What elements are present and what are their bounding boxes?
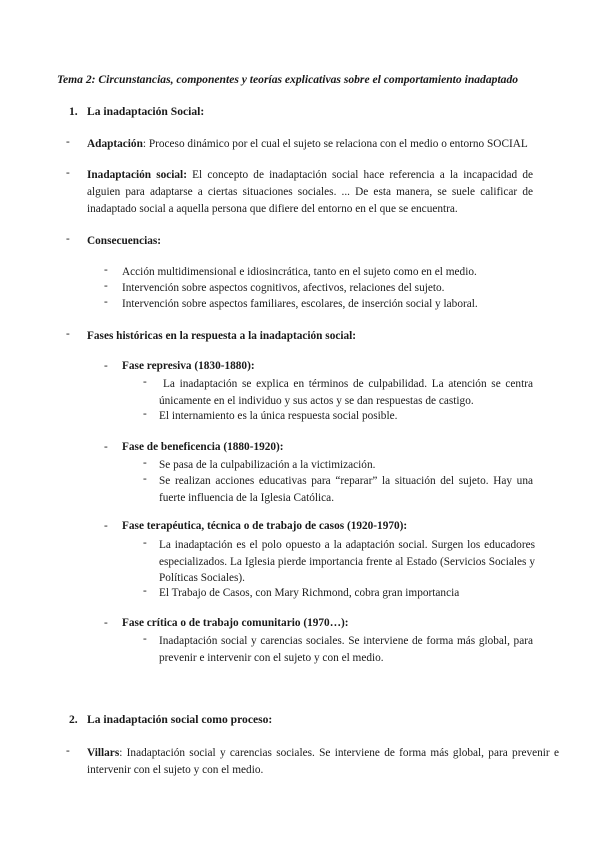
bullet-dash: - xyxy=(143,376,147,388)
phase-item: La inadaptación se explica en términos de culpabilidad. La atención se centra únicamente en el individuo y sus actos y se dan respuestas de castigo. xyxy=(159,378,533,407)
bullet-dash: - xyxy=(104,264,108,276)
bullet-dash: - xyxy=(66,136,70,148)
adaptacion-item xyxy=(87,136,557,153)
section-1-heading xyxy=(69,105,204,118)
fases-heading: Fases históricas en la respuesta a la inadaptación social: xyxy=(87,330,357,342)
section-1-number: 1. xyxy=(69,105,78,118)
phase-item: El Trabajo de Casos, con Mary Richmond, cobra gran importancia xyxy=(159,587,460,599)
phase-item: Se pasa de la culpabilización a la victimización. xyxy=(159,459,376,471)
bullet-dash: - xyxy=(104,360,108,372)
bullet-dash: - xyxy=(104,280,108,292)
bullet-dash: - xyxy=(66,233,70,245)
villars-item xyxy=(87,745,559,779)
bullet-dash: - xyxy=(104,617,108,629)
document-title: Tema 2: Circunstancias, componentes y teorías explicativas sobre el comportamiento inadaptado xyxy=(57,73,519,86)
bullet-dash: - xyxy=(143,408,147,420)
bullet-dash: - xyxy=(143,633,147,645)
bullet-dash: - xyxy=(143,537,147,549)
section-2-number: 2. xyxy=(69,713,78,726)
section-1-title: La inadaptación Social: xyxy=(87,105,205,118)
consecuencia-item: Intervención sobre aspectos cognitivos, afectivos, relaciones del sujeto. xyxy=(122,282,445,294)
phase-item: El internamiento es la única respuesta social posible. xyxy=(159,410,398,422)
bullet-dash: - xyxy=(143,473,147,485)
phase-title: Fase de beneficencia (1880-1920): xyxy=(122,441,284,453)
section-2-title: La inadaptación social como proceso: xyxy=(87,713,273,726)
bullet-dash: - xyxy=(143,457,147,469)
bullet-dash: - xyxy=(66,328,70,340)
phase-title: Fase represiva (1830-1880): xyxy=(122,360,255,372)
bullet-dash: - xyxy=(104,441,108,453)
bullet-dash: - xyxy=(66,167,70,179)
consecuencia-item: Intervención sobre aspectos familiares, escolares, de inserción social y laboral. xyxy=(122,298,478,310)
phase-item: Inadaptación social y carencias sociales. Se interviene de forma más global, para prevenir e intervenir con el sujeto y con el medio. xyxy=(159,635,533,664)
adaptacion-term: Adaptación xyxy=(87,138,143,150)
phase-title: Fase terapéutica, técnica o de trabajo de casos (1920-1970): xyxy=(122,520,408,532)
bullet-dash: - xyxy=(104,296,108,308)
inadaptacion-term: Inadaptación social: xyxy=(87,169,187,181)
villars-text: : Inadaptación social y carencias sociales. Se interviene de forma más global, para prevenir e intervenir con el sujeto y con el medio. xyxy=(87,747,559,776)
bullet-dash: - xyxy=(143,585,147,597)
bullet-dash: - xyxy=(66,745,70,757)
consecuencia-item: Acción multidimensional e idiosincrática, tanto en el sujeto como en el medio. xyxy=(122,266,477,278)
phase-item: La inadaptación es el polo opuesto a la adaptación social. Surgen los educadores especializados. La Iglesia pierde importancia frente al Estado (Servicios Sociales y Políticas Sociales). xyxy=(159,539,535,584)
phase-item: Se realizan acciones educativas para “reparar” la situación del sujeto. Hay una fuerte influencia de la Iglesia Católica. xyxy=(159,475,533,504)
consecuencias-heading: Consecuencias: xyxy=(87,235,162,247)
inadaptacion-item xyxy=(87,167,533,218)
inadaptacion-text: El concepto de inadaptación social hace referencia a la incapacidad de alguien para adaptarse a ciertas situaciones sociales. ... De esta manera, se suele calificar de inadaptado social a aquella persona que difiere del entorno en el que se encuentra. xyxy=(87,169,534,215)
section-2-heading xyxy=(69,713,272,726)
phase-title: Fase crítica o de trabajo comunitario (1970…): xyxy=(122,617,349,629)
villars-term: Villars xyxy=(87,747,120,759)
bullet-dash: - xyxy=(104,520,108,532)
adaptacion-text: : Proceso dinámico por el cual el sujeto se relaciona con el medio o entorno SOCIAL xyxy=(142,138,528,150)
